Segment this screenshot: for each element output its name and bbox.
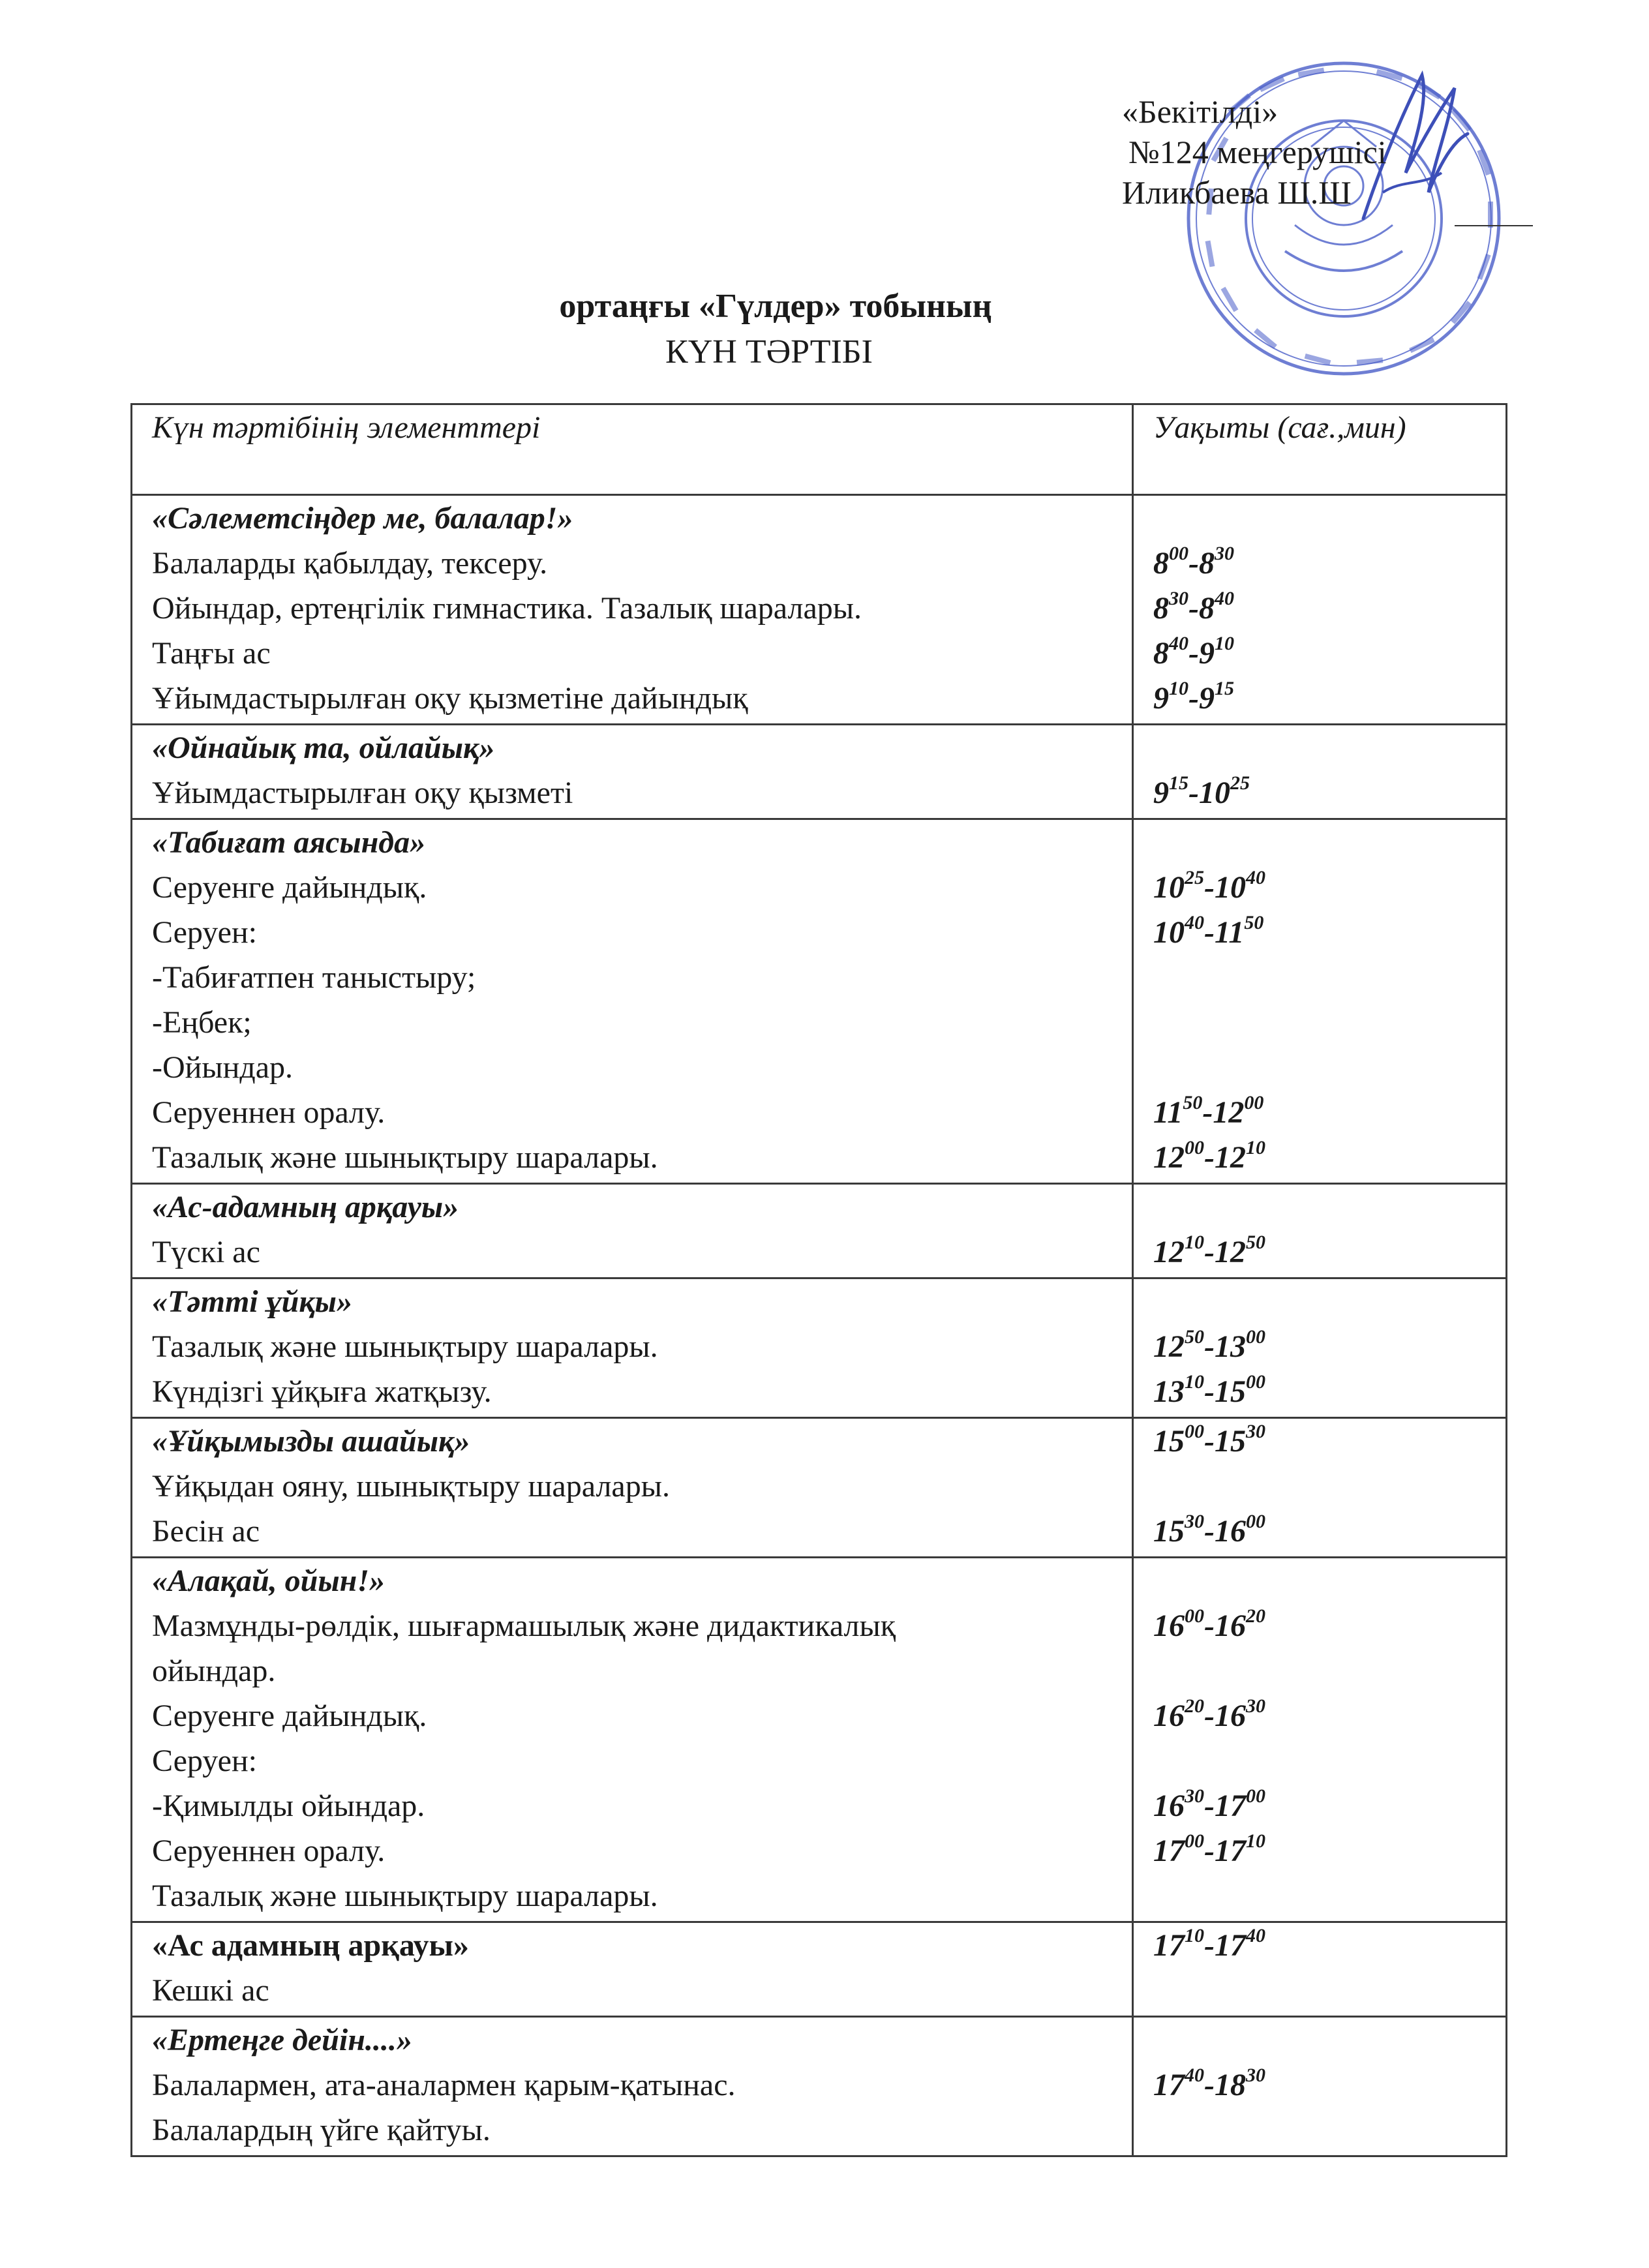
section-title: «Ертеңге дейін....» <box>152 2023 412 2057</box>
activity-time: $16^{00}-16^{20}$ <box>1153 1605 1265 1643</box>
activity-time: $16^{20}-16^{30}$ <box>1153 1695 1265 1733</box>
schedule-body <box>132 495 1507 2156</box>
activity-time <box>1153 1968 1505 2013</box>
approval-position: №124 меңгерушісі <box>1128 134 1387 170</box>
activity-label: Бесін ас <box>152 1514 260 1549</box>
table-header-row <box>132 404 1507 495</box>
section-activities-cell <box>132 725 1133 819</box>
approval-block <box>1122 91 1513 213</box>
section-activities-cell <box>132 1418 1133 1558</box>
section-times-cell <box>1133 725 1507 819</box>
section-title: «Ас адамның арқауы» <box>152 1928 469 1963</box>
activity-label: Серуеннен оралу. <box>152 1095 386 1130</box>
activity-label: Кешкі ас <box>152 1973 269 2008</box>
section-activities-cell <box>132 1184 1133 1278</box>
activity-time: $16^{30}-17^{00}$ <box>1153 1785 1265 1823</box>
section-title-time <box>1153 820 1505 865</box>
activity-label: Тазалық және шынықтыру шаралары. <box>152 1140 658 1175</box>
schedule-section-row <box>132 1558 1507 1922</box>
activity-time: $10^{40}-11^{50}$ <box>1153 912 1264 950</box>
activity-label: Серуен: <box>152 1744 257 1778</box>
column-header-elements: Күн тәртібінің элементтері <box>132 404 1133 495</box>
activity-label: Балалармен, ата-аналармен қарым-қатынас. <box>152 2068 736 2102</box>
activity-label: -Ойындар. <box>152 1050 293 1085</box>
activity-label: Тазалық және шынықтыру шаралары. <box>152 1329 658 1364</box>
activity-time: $17^{00}-17^{10}$ <box>1153 1830 1265 1868</box>
activity-time: $13^{10}-15^{00}$ <box>1153 1371 1265 1409</box>
activity-label: Таңғы ас <box>152 636 271 671</box>
activity-time: $12^{00}-12^{10}$ <box>1153 1137 1265 1175</box>
section-title-time <box>1153 2018 1505 2063</box>
activity-time <box>1153 1464 1505 1509</box>
section-title: «Алақай, ойын!» <box>152 1564 385 1598</box>
document-subtitle: КҮН ТӘРТІБІ <box>665 333 873 370</box>
column-header-time: Уақыты (сағ.,мин) <box>1133 404 1507 495</box>
schedule-section-row <box>132 725 1507 819</box>
section-title: «Ас-адамның арқауы» <box>152 1190 459 1224</box>
section-title: «Ұйқымызды ашайық» <box>152 1424 470 1459</box>
schedule-section-row <box>132 1418 1507 1558</box>
section-title: «Тәтті ұйқы» <box>152 1284 352 1319</box>
document-title: ортаңғы «Гүлдер» тобының <box>559 288 992 325</box>
section-activities-cell <box>132 2017 1133 2156</box>
section-activities-cell <box>132 1922 1133 2017</box>
daily-schedule-table <box>130 403 1507 2157</box>
section-activities-cell <box>132 819 1133 1184</box>
approval-status: «Бекітілді» <box>1122 93 1278 130</box>
section-title-time <box>1153 725 1505 770</box>
activity-time: $8^{00}-8^{30}$ <box>1153 543 1234 581</box>
activity-label: Ұйымдастырылған оқу қызметіне дайындық <box>152 681 748 716</box>
section-title-time <box>1153 1185 1505 1230</box>
activity-label: Ұйқыдан ояну, шынықтыру шаралары. <box>152 1469 670 1504</box>
section-times-cell <box>1133 1278 1507 1418</box>
section-times-cell <box>1133 819 1507 1184</box>
approval-underline <box>1455 225 1533 226</box>
activity-time: $11^{50}-12^{00}$ <box>1153 1092 1264 1130</box>
activity-time <box>1153 1000 1505 1045</box>
section-title-time: $15^{00}-15^{30}$ <box>1153 1421 1265 1459</box>
section-title: «Табиғат аясында» <box>152 825 426 860</box>
section-activities-cell <box>132 495 1133 725</box>
activity-label: Мазмұнды-рөлдік, шығармашылық және дидактикалық <box>152 1609 896 1643</box>
activity-label: Серуенге дайындық. <box>152 870 427 905</box>
activity-time: $8^{40}-9^{10}$ <box>1153 633 1234 671</box>
activity-label: Тазалық және шынықтыру шаралары. <box>152 1879 658 1913</box>
activity-time <box>1153 1738 1505 1783</box>
section-times-cell <box>1133 1184 1507 1278</box>
section-times-cell <box>1133 495 1507 725</box>
activity-label: Күндізгі ұйқыға жатқызу. <box>152 1374 492 1409</box>
activity-label: -Табиғатпен таныстыру; <box>152 960 476 995</box>
section-activities-cell <box>132 1558 1133 1922</box>
section-times-cell <box>1133 1418 1507 1558</box>
schedule-section-row <box>132 1184 1507 1278</box>
section-activities-cell <box>132 1278 1133 1418</box>
activity-time: $9^{15}-10^{25}$ <box>1153 772 1250 810</box>
activity-time <box>1153 1648 1505 1693</box>
activity-time: $9^{10}-9^{15}$ <box>1153 678 1234 716</box>
activity-time: $15^{30}-16^{00}$ <box>1153 1511 1265 1549</box>
schedule-section-row <box>132 1922 1507 2017</box>
section-title: «Ойнайық та, ойлайық» <box>152 731 495 765</box>
activity-label: ойындар. <box>152 1654 276 1688</box>
approval-name: Иликбаева Ш.Ш <box>1122 174 1352 211</box>
activity-time: $17^{40}-18^{30}$ <box>1153 2064 1265 2102</box>
activity-label: -Еңбек; <box>152 1005 252 1040</box>
activity-time: $12^{10}-12^{50}$ <box>1153 1232 1265 1269</box>
schedule-section-row <box>132 819 1507 1184</box>
section-title-time <box>1153 496 1505 541</box>
section-title-time: $17^{10}-17^{40}$ <box>1153 1925 1265 1963</box>
activity-label: Серуенге дайындық. <box>152 1699 427 1733</box>
activity-label: Ұйымдастырылған оқу қызметі <box>152 776 573 810</box>
schedule-section-row <box>132 495 1507 725</box>
activity-label: -Қимылды ойындар. <box>152 1789 425 1823</box>
activity-time <box>1153 955 1505 1000</box>
activity-time <box>1153 1873 1505 1918</box>
section-title-time <box>1153 1279 1505 1324</box>
section-times-cell <box>1133 1922 1507 2017</box>
section-title-time <box>1153 1558 1505 1603</box>
section-times-cell <box>1133 1558 1507 1922</box>
activity-label: Балалардың үйге қайтуы. <box>152 2113 491 2147</box>
activity-label: Түскі ас <box>152 1235 260 1269</box>
activity-time: $8^{30}-8^{40}$ <box>1153 588 1234 626</box>
schedule-section-row <box>132 1278 1507 1418</box>
activity-time: $10^{25}-10^{40}$ <box>1153 867 1265 905</box>
schedule-section-row <box>132 2017 1507 2156</box>
activity-label: Балаларды қабылдау, тексеру. <box>152 546 548 581</box>
activity-time <box>1153 1045 1505 1090</box>
activity-label: Ойындар, ертеңгілік гимнастика. Тазалық шаралары. <box>152 591 862 626</box>
activity-label: Серуеннен оралу. <box>152 1834 386 1868</box>
activity-time <box>1153 2108 1505 2153</box>
section-times-cell <box>1133 2017 1507 2156</box>
activity-time: $12^{50}-13^{00}$ <box>1153 1326 1265 1364</box>
section-title: «Сәлеметсіңдер ме, балалар!» <box>152 501 573 536</box>
activity-label: Серуен: <box>152 915 257 950</box>
